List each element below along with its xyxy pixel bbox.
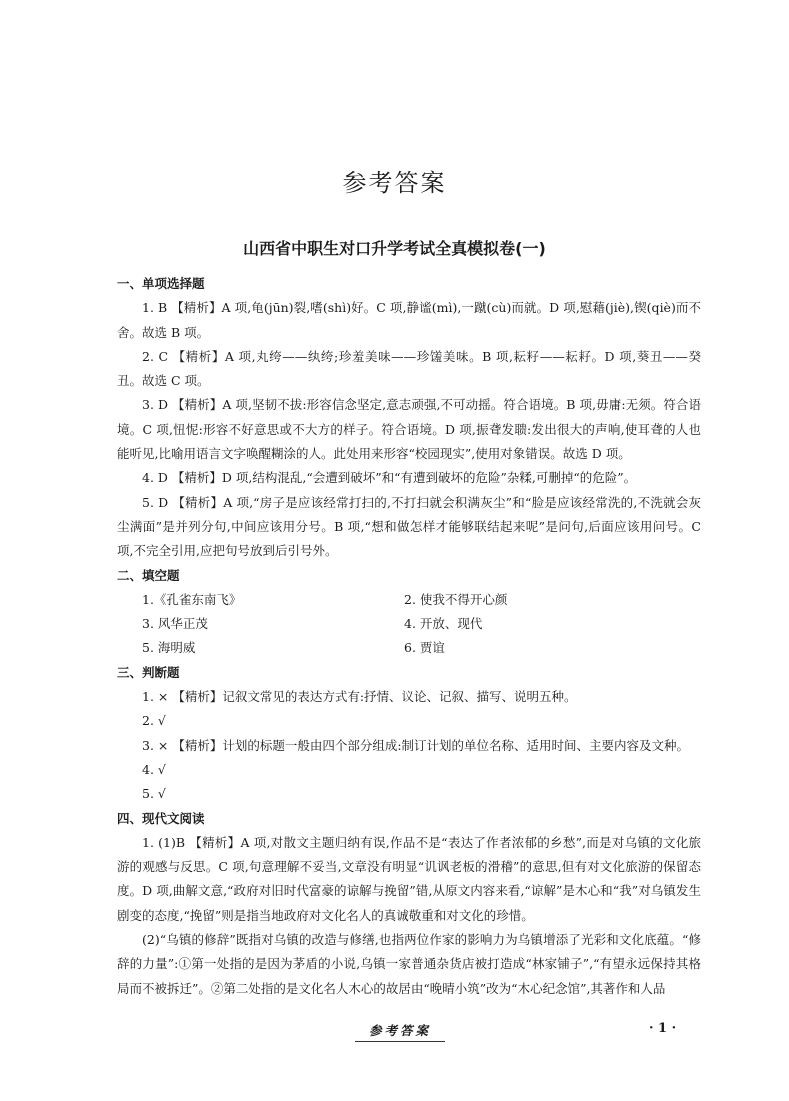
judge-answer-4: 4. √ [142, 761, 166, 777]
fill-answer-5: 5. 海明威 [142, 640, 196, 656]
answer-choice-2: 2. C 【精析】A 项,丸绔——纨绔;珍羞美味——珍馐美味。B 项,耘籽——耘耔。D 项,葵丑——癸丑。故选 C 项。 [117, 348, 701, 389]
judge-answer-5: 5. √ [142, 786, 166, 802]
exam-subtitle: 山西省中职生对口升学考试全真模拟卷(一) [243, 239, 546, 258]
judge-answer-2: 2. √ [142, 713, 166, 729]
judge-answer-3: 3. × 【精析】计划的标题一般由四个部分组成:制订计划的单位名称、适用时间、主要内容及文种。 [142, 737, 690, 753]
page-number: · 1 · [649, 1021, 677, 1036]
fill-answer-3: 3. 风华正茂 [142, 616, 208, 632]
footer-label: 参考答案 [355, 1021, 445, 1042]
answer-choice-5: 5. D 【精析】A 项,“房子是应该经常打扫的,不打扫就会积满灰尘”和“脸是应该经常洗的,不洗就会灰尘满面”是并列分句,中间应该用分号。B 项,“想和做怎样才能够联结起来呢”是问句,后面应该用问号。C 项,不完全引用,应把句号放到后引号外。 [117, 494, 701, 559]
judge-answer-1: 1. × 【精析】记叙文常见的表达方式有:抒情、议论、记叙、描写、说明五种。 [142, 689, 577, 705]
fill-blank-answers [117, 588, 701, 661]
fill-answer-2: 2. 使我不得开心颜 [404, 591, 508, 607]
reading-answer-1: 1. (1)B 【精析】A 项,对散文主题归纳有误,作品不是“表达了作者浓郁的乡愁”,而是对乌镇的文化旅游的观感与反思。C 项,句意理解不妥当,文章没有明显“讥讽老板的滑稽”的意思,但有对文化旅游的保留态度。D 项,曲解文意,“政府对旧时代富豪的谅解与挽留”错,从原文内容来看,“谅解”是木心和“我”对乌镇发生剧变的态度,“挽留”则是指当地政府对文化名人的真诚敬重和对文化的珍惜。 [117, 834, 701, 923]
answer-content [117, 272, 701, 1001]
fill-answer-1: 1.《孔雀东南飞》 [142, 591, 242, 607]
fill-answer-6: 6. 贾谊 [404, 640, 445, 656]
reading-answer-2: (2)“乌镇的修辞”既指对乌镇的改造与修缮,也指两位作家的影响力为乌镇增添了光彩和文化底蕴。“修辞的力量”:①第一处指的是因为茅盾的小说,乌镇一家普通杂货店被打造成“林家铺子”,“有望永远保持其格局而不被拆迁”。②第二处指的是文化名人木心的故居由“晚晴小筑”改为“木心纪念馆”,其著作和人品 [117, 932, 701, 996]
section-heading-true-false: 三、判断题 [117, 664, 180, 680]
answer-choice-1: 1. B 【精析】A 项,龟(jūn)裂,嗜(shì)好。C 项,静谧(mì),一蹴(cù)而就。D 项,慰藉(jiè),锲(qiè)而不舍。故选 B 项。 [117, 300, 701, 340]
section-heading-fill-blank: 二、填空题 [117, 567, 180, 583]
section-heading-single-choice: 一、单项选择题 [117, 276, 205, 291]
fill-answer-4: 4. 开放、现代 [404, 616, 483, 632]
section-heading-reading: 四、现代文阅读 [117, 810, 205, 826]
page-title: 参考答案 [342, 169, 447, 197]
answer-choice-3: 3. D 【精析】A 项,坚韧不拔:形容信念坚定,意志顽强,不可动摇。符合语境。B 项,毋庸:无须。符合语境。C 项,忸怩:形容不好意思或不大方的样子。符合语境。D 项,振聋发聩:发出很大的声响,使耳聋的人也能听见,比喻用语言文字唤醒糊涂的人。此处用来形容“校园现实”,使用对象错误。故选 D 项。 [117, 397, 701, 462]
answer-choice-4: 4. D 【精析】D 项,结构混乱,“会遭到破坏”和“有遭到破坏的危险”杂糅,可删掉“的危险”。 [142, 470, 637, 486]
